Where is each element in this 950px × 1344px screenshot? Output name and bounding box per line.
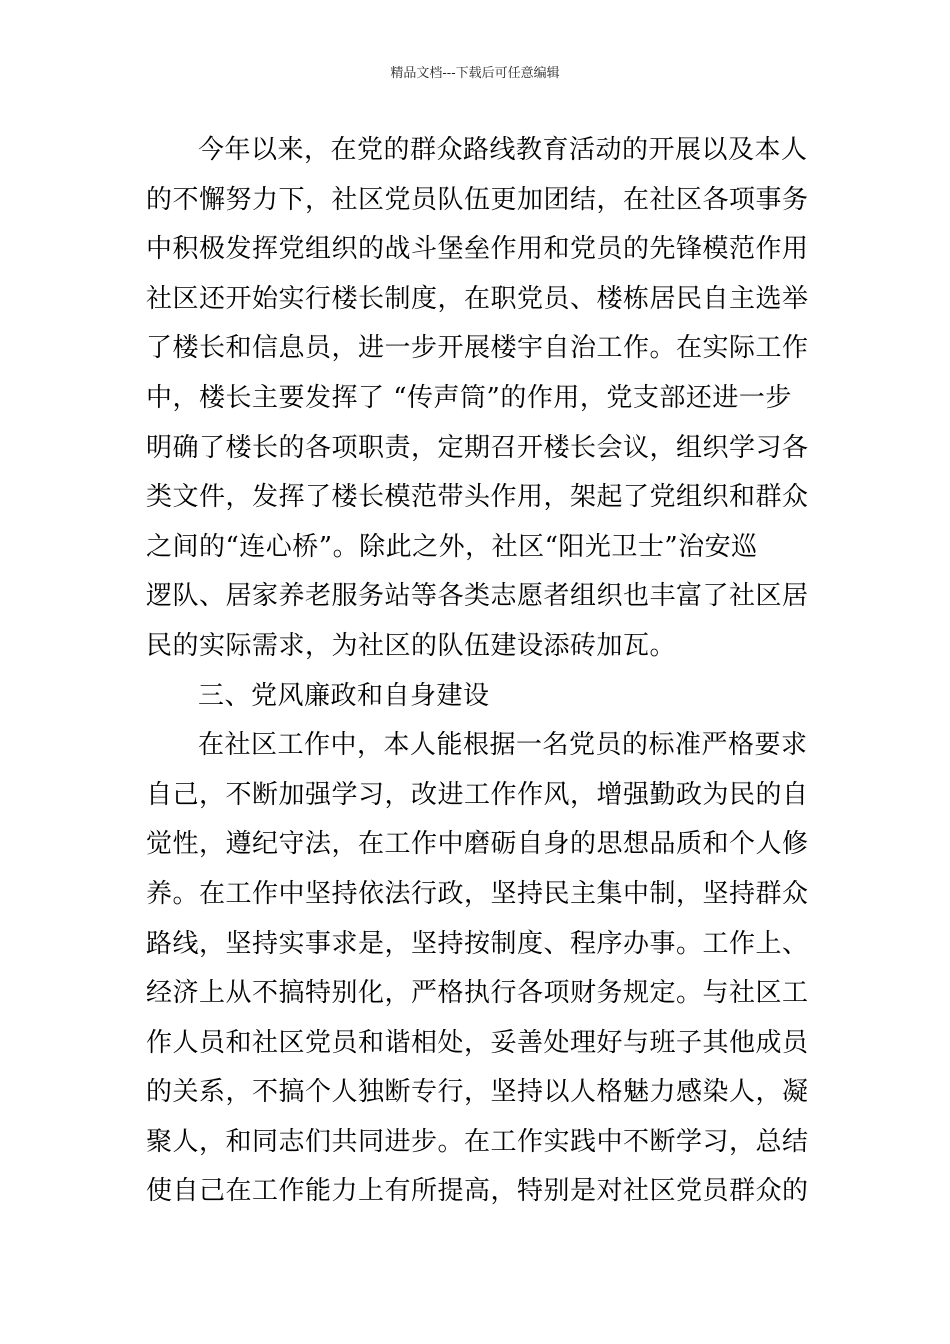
text-line: 民的实际需求，为社区的队伍建设添砖加瓦。: [146, 630, 677, 661]
section-heading: 三、党风廉政和自身建设: [198, 680, 490, 711]
document-body: [146, 126, 810, 1217]
text-line: 社区还开始实行楼长制度，在职党员、楼栋居民自主选举: [146, 283, 809, 314]
text-line: 聚人，和同志们共同进步。在工作实践中不断学习，总结: [146, 1126, 809, 1157]
text-line: 今年以来，在党的群众路线教育活动的开展以及本人: [198, 135, 808, 165]
text-line: 中积极发挥党组织的战斗堡垒作用和党员的先锋模范作用: [146, 234, 809, 265]
text-line: 逻队、居家养老服务站等各类志愿者组织也丰富了社区居: [146, 581, 809, 612]
text-line: 作人员和社区党员和谐相处，妥善处理好与班子其他成员: [146, 1027, 809, 1058]
text-line: 经济上从不搞特别化，严格执行各项财务规定。与社区工: [146, 978, 809, 1009]
text-line: 的不懈努力下，社区党员队伍更加团结，在社区各项事务: [146, 184, 809, 215]
text-line: 的关系，不搞个人独断专行，坚持以人格魅力感染人，凝: [146, 1077, 809, 1108]
text-line: 中，楼长主要发挥了 “传声筒”的作用，党支部还进一步: [146, 382, 792, 413]
text-line: 自己，不断加强学习，改进工作作风，增强勤政为民的自: [146, 779, 809, 810]
text-line: 类文件，发挥了楼长模范带头作用，架起了党组织和群众: [146, 482, 809, 513]
text-line: 路线，坚持实事求是，坚持按制度、程序办事。工作上、: [146, 928, 809, 959]
text-line: 在社区工作中，本人能根据一名党员的标准严格要求: [198, 730, 808, 761]
text-line: 明确了楼长的各项职责，定期召开楼长会议，组织学习各: [146, 432, 809, 463]
text-line: 使自己在工作能力上有所提高，特别是对社区党员群众的: [146, 1176, 809, 1207]
page-header: 精品文档---下载后可任意编辑: [390, 66, 560, 81]
text-line: 觉性，遵纪守法，在工作中磨砺自身的思想品质和个人修: [146, 829, 809, 860]
text-line: 之间的“连心桥”。除此之外，社区“阳光卫士”治安巡: [146, 531, 758, 562]
text-line: 了楼长和信息员，进一步开展楼宇自治工作。在实际工作: [146, 333, 809, 364]
text-line: 养。在工作中坚持依法行政，坚持民主集中制，坚持群众: [146, 878, 809, 909]
